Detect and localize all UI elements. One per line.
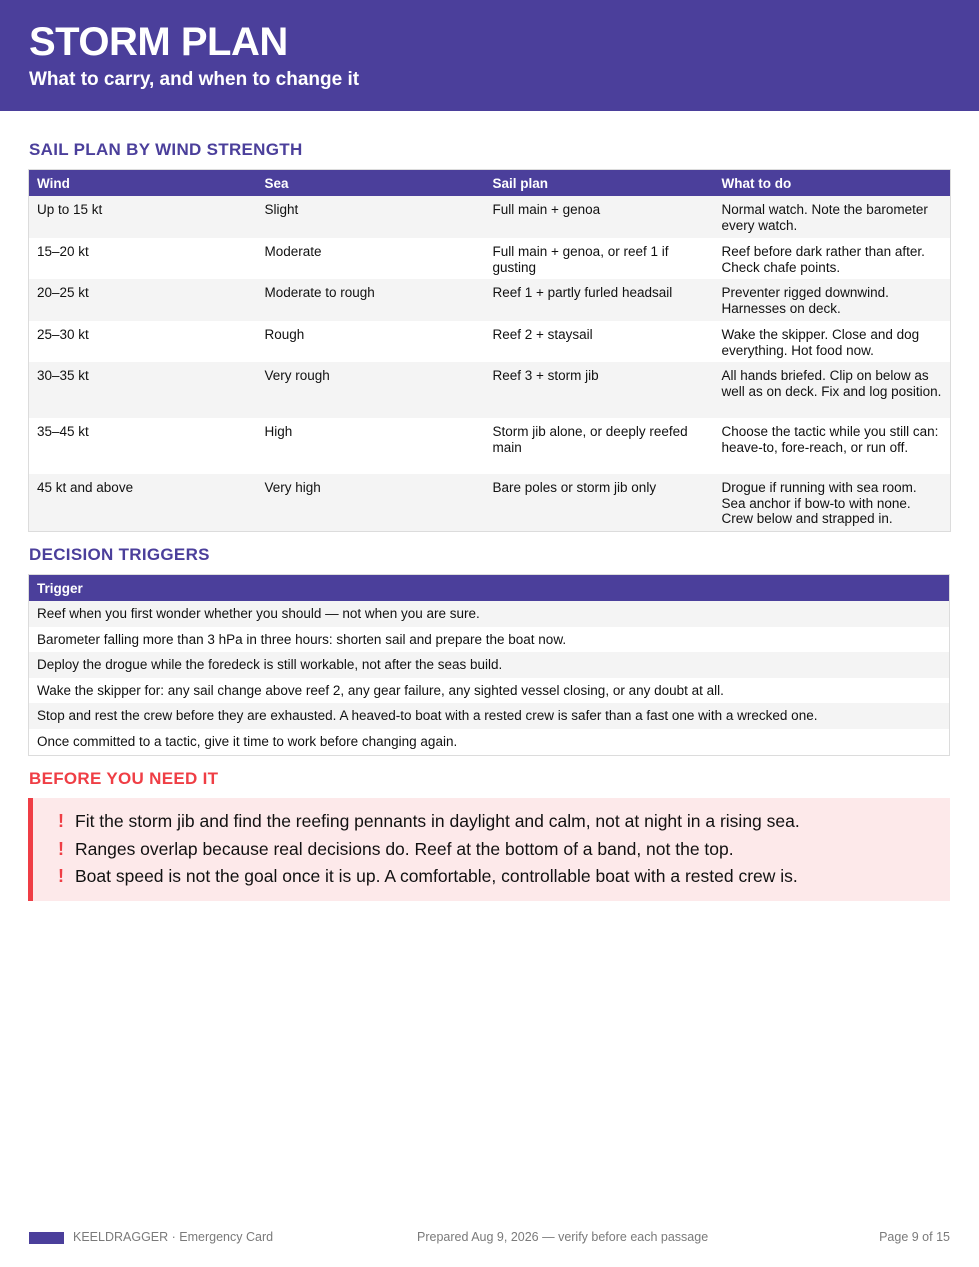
- page-header: [0, 0, 979, 111]
- wind-cell: Up to 15 kt: [29, 196, 257, 238]
- table-row: [29, 652, 950, 678]
- sail-plan-header-row: [29, 170, 951, 197]
- sail-plan-cell: Storm jib alone, or deeply reefed main: [485, 418, 714, 474]
- action-cell: All hands briefed. Clip on below as well as on deck. Fix and log position.: [714, 362, 951, 418]
- decision-triggers-heading: DECISION TRIGGERS: [29, 545, 210, 564]
- sea-cell: Slight: [257, 196, 485, 238]
- action-cell: Preventer rigged downwind. Harnesses on deck.: [714, 279, 951, 321]
- decision-triggers-table: [28, 574, 950, 756]
- trigger-cell: Stop and rest the crew before they are exhausted. A heaved-to boat with a rested crew is safer than a fast one with a wrecked one.: [29, 703, 950, 729]
- list-item: [33, 809, 950, 837]
- action-cell: Wake the skipper. Close and dog everything. Hot food now.: [714, 321, 951, 362]
- table-row: [29, 678, 950, 704]
- list-item: [33, 837, 950, 865]
- sail-plan-table: [28, 169, 951, 532]
- table-row: [29, 196, 951, 238]
- table-row: [29, 627, 950, 653]
- sail-plan-cell: Full main + genoa: [485, 196, 714, 238]
- column-header-wind: Wind: [29, 170, 257, 197]
- trigger-cell: Once committed to a tactic, give it time to work before changing again.: [29, 729, 950, 755]
- table-row: [29, 321, 951, 362]
- action-cell: Choose the tactic while you still can: heave-to, fore-reach, or run off.: [714, 418, 951, 474]
- footer-brand: KEELDRAGGER · Emergency Card: [73, 1230, 274, 1244]
- sail-plan-cell: Bare poles or storm jib only: [485, 474, 714, 531]
- triggers-header-row: [29, 575, 950, 602]
- sea-cell: High: [257, 418, 485, 474]
- sea-cell: Very high: [257, 474, 485, 531]
- sail-plan-cell: Reef 3 + storm jib: [485, 362, 714, 418]
- footer-prepared-date: Prepared Aug 9, 2026 — verify before each passage: [417, 1230, 709, 1244]
- brand-swatch: [29, 1232, 64, 1244]
- table-row: [29, 238, 951, 279]
- trigger-cell: Deploy the drogue while the foredeck is still workable, not after the seas build.: [29, 652, 950, 678]
- page-footer: [28, 1228, 950, 1248]
- column-header-sea: Sea: [257, 170, 485, 197]
- sail-plan-cell: Reef 2 + staysail: [485, 321, 714, 362]
- sail-plan-heading: SAIL PLAN BY WIND STRENGTH: [29, 140, 303, 159]
- wind-cell: 20–25 kt: [29, 279, 257, 321]
- warning-callout: [28, 798, 950, 901]
- list-item: [33, 864, 950, 892]
- wind-cell: 35–45 kt: [29, 418, 257, 474]
- sea-cell: Moderate to rough: [257, 279, 485, 321]
- table-row: [29, 601, 950, 627]
- warning-text: Boat speed is not the goal once it is up. A comfortable, controllable boat with a rested crew is.: [75, 866, 798, 886]
- exclamation-icon: !: [58, 838, 64, 859]
- page-title: STORM PLAN: [29, 20, 288, 64]
- action-cell: Reef before dark rather than after. Check chafe points.: [714, 238, 951, 279]
- column-header-what-to-do: What to do: [714, 170, 951, 197]
- table-row: [29, 703, 950, 729]
- column-header-sail-plan: Sail plan: [485, 170, 714, 197]
- column-header-trigger: Trigger: [29, 575, 950, 602]
- wind-cell: 15–20 kt: [29, 238, 257, 279]
- page-number: Page 9 of 15: [879, 1230, 950, 1244]
- sea-cell: Rough: [257, 321, 485, 362]
- wind-cell: 30–35 kt: [29, 362, 257, 418]
- sail-plan-cell: Full main + genoa, or reef 1 if gusting: [485, 238, 714, 279]
- wind-cell: 45 kt and above: [29, 474, 257, 531]
- sea-cell: Very rough: [257, 362, 485, 418]
- trigger-cell: Wake the skipper for: any sail change above reef 2, any gear failure, any sighted vessel closing, or any doubt at all.: [29, 678, 950, 704]
- warning-list: [33, 798, 950, 892]
- table-row: [29, 418, 951, 474]
- table-row: [29, 729, 950, 755]
- table-row: [29, 279, 951, 321]
- action-cell: Drogue if running with sea room. Sea anchor if bow-to with none. Crew below and strapped in.: [714, 474, 951, 531]
- before-you-need-it-heading: BEFORE YOU NEED IT: [29, 769, 219, 788]
- warning-text: Fit the storm jib and find the reefing pennants in daylight and calm, not at night in a rising sea.: [75, 811, 800, 831]
- trigger-cell: Barometer falling more than 3 hPa in three hours: shorten sail and prepare the boat now.: [29, 627, 950, 653]
- exclamation-icon: !: [58, 866, 64, 886]
- trigger-cell: Reef when you first wonder whether you should — not when you are sure.: [29, 601, 950, 627]
- page-subtitle: What to carry, and when to change it: [29, 69, 360, 90]
- exclamation-icon: !: [58, 811, 64, 831]
- table-row: [29, 474, 951, 531]
- table-row: [29, 362, 951, 418]
- wind-cell: 25–30 kt: [29, 321, 257, 362]
- action-cell: Normal watch. Note the barometer every watch.: [714, 196, 951, 238]
- sail-plan-cell: Reef 1 + partly furled headsail: [485, 279, 714, 321]
- warning-text: Ranges overlap because real decisions do. Reef at the bottom of a band, not the top.: [75, 838, 734, 859]
- sea-cell: Moderate: [257, 238, 485, 279]
